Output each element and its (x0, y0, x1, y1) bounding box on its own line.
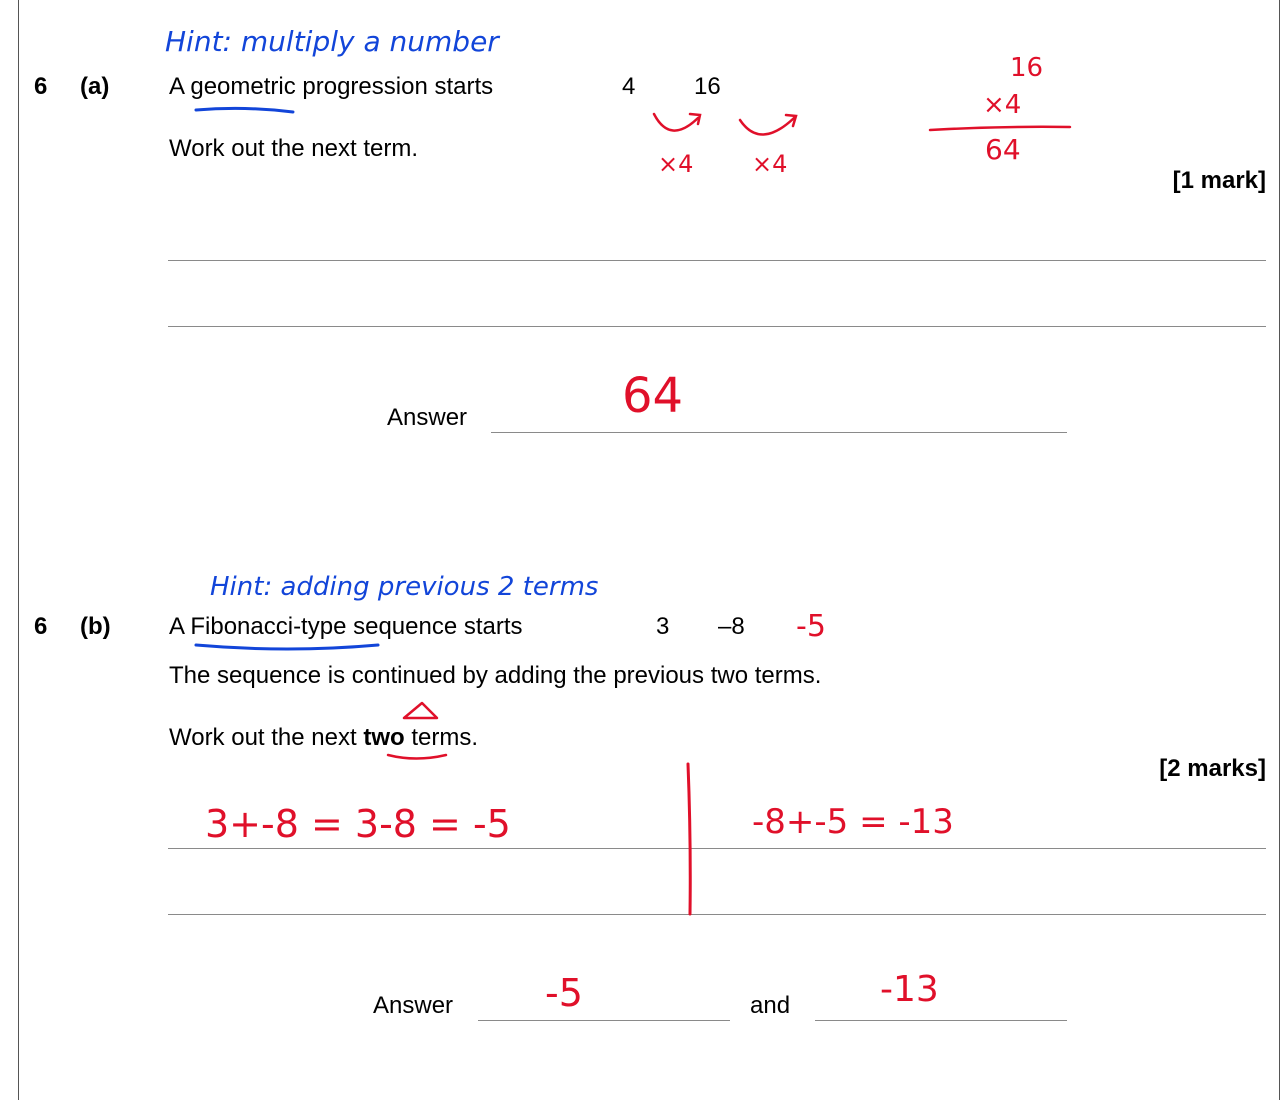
instruction-post: terms. (411, 724, 478, 751)
question-6a-instruction: Work out the next term. (169, 135, 418, 162)
third-term-note: -5 (796, 609, 826, 644)
question-part-b: (b) (80, 613, 111, 640)
sequence-b-term-1: 3 (656, 613, 670, 640)
multiply-note-2: ×4 (752, 150, 788, 178)
answer-line-6b-1[interactable] (478, 1020, 730, 1021)
working-left: 3+-8 = 3-8 = -5 (205, 802, 511, 846)
calc-multiplier: ×4 (983, 90, 1022, 120)
question-6a-prompt: A geometric progression starts (169, 73, 494, 100)
question-part-a: (a) (80, 73, 110, 100)
working-right: -8+-5 = -13 (752, 802, 954, 842)
question-6b-instruction (169, 726, 478, 750)
marks-6a: [1 mark] (1172, 167, 1266, 194)
sequence-b-term-2: –8 (718, 613, 745, 640)
calc-top-number: 16 (1010, 53, 1044, 83)
hint-annotation-a: Hint: multiply a number (165, 25, 499, 58)
instruction-emphasis: two (363, 724, 405, 751)
working-line (168, 326, 1266, 327)
sequence-a-term-1: 4 (622, 73, 636, 100)
answer-label-6b: Answer (373, 992, 454, 1019)
question-6b-rule: The sequence is continued by adding the previous two terms. (169, 662, 822, 689)
and-label: and (750, 992, 791, 1019)
answer-6a-handwritten: 64 (622, 368, 684, 424)
working-line (168, 914, 1266, 915)
instruction-pre: Work out the next (169, 724, 357, 751)
question-6b-prompt: A Fibonacci-type sequence starts (169, 613, 523, 640)
page-frame (18, 0, 1280, 1100)
question-number-6a: 6 (34, 73, 48, 100)
sequence-a-term-2: 16 (694, 73, 721, 100)
multiply-note-1: ×4 (658, 150, 694, 178)
answer-6b-second: -13 (880, 969, 939, 1010)
answer-line-6a[interactable] (491, 432, 1067, 433)
answer-label-6a: Answer (387, 404, 468, 431)
calc-result: 64 (985, 133, 1021, 166)
question-number-6b: 6 (34, 613, 48, 640)
hint-annotation-b: Hint: adding previous 2 terms (210, 572, 599, 602)
marks-6b: [2 marks] (1159, 755, 1266, 782)
answer-line-6b-2[interactable] (815, 1020, 1067, 1021)
working-line (168, 848, 1266, 849)
working-line (168, 260, 1266, 261)
answer-6b-first: -5 (545, 971, 583, 1015)
